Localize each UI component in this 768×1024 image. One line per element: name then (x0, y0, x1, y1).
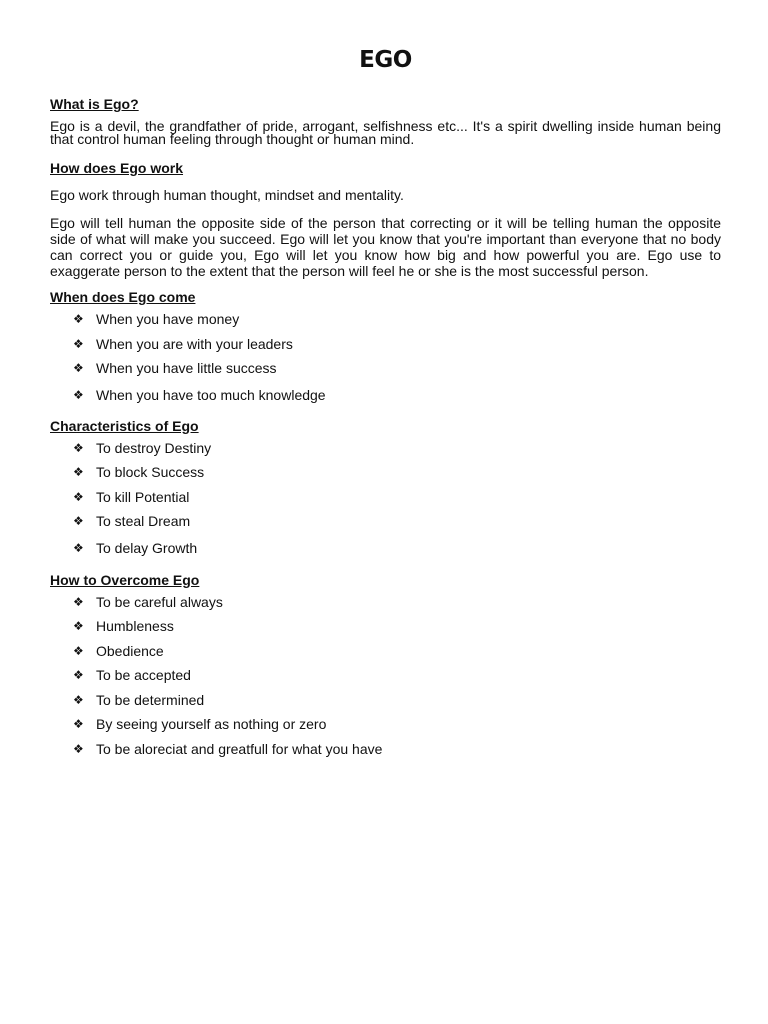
page-title: EGO (359, 47, 412, 73)
section-heading-when-ego-comes: When does Ego come (50, 289, 196, 305)
list-item (73, 688, 721, 713)
diamond-bullet-icon: ❖ (73, 717, 84, 732)
list-when-ego-comes (50, 307, 721, 409)
list-item-text: To be accepted (96, 667, 191, 684)
section-heading-what-is-ego: What is Ego? (50, 96, 139, 112)
diamond-bullet-icon: ❖ (73, 465, 84, 480)
list-item-text: To steal Dream (96, 513, 191, 530)
diamond-bullet-icon: ❖ (73, 387, 84, 402)
diamond-bullet-icon: ❖ (73, 594, 84, 609)
list-item (73, 614, 721, 639)
list-item (73, 485, 721, 510)
list-item (73, 590, 721, 615)
list-item-text: To destroy Destiny (96, 439, 212, 456)
section-heading-overcome-ego: How to Overcome Ego (50, 571, 200, 588)
list-item-text: To kill Potential (96, 488, 190, 505)
diamond-bullet-icon: ❖ (73, 514, 84, 529)
section-heading-how-ego-works: How does Ego work (50, 160, 184, 176)
diamond-bullet-icon: ❖ (73, 361, 84, 376)
list-item (73, 436, 721, 461)
list-overcome-ego (50, 590, 721, 762)
diamond-bullet-icon: ❖ (73, 312, 84, 327)
list-item (73, 332, 721, 357)
list-item-text: To delay Growth (96, 539, 198, 556)
list-item (73, 534, 721, 562)
list-item-text: To be determined (96, 691, 205, 708)
paragraph-ego-definition: Ego is a devil, the grandfather of pride, arrogant, selfishness etc... It's a spirit dwelling inside human being that control human feeling through thought or human mind. (50, 118, 721, 147)
list-item-text: Obedience (96, 642, 164, 659)
list-item-text: When you have too much knowledge (96, 386, 326, 403)
list-item (73, 712, 721, 737)
diamond-bullet-icon: ❖ (73, 540, 84, 555)
list-item (73, 381, 721, 409)
paragraph-ego-work-summary: Ego work through human thought, mindset and mentality. (50, 187, 404, 203)
list-item (73, 307, 721, 332)
list-item (73, 356, 721, 381)
list-item-text: By seeing yourself as nothing or zero (96, 716, 327, 733)
list-item (73, 509, 721, 534)
list-item-text: When you have little success (96, 360, 277, 377)
section-heading-characteristics: Characteristics of Ego (50, 417, 199, 434)
paragraph-ego-work-detail: Ego will tell human the opposite side of the person that correcting or it will be telling human the opposite side of what will make you succeed. Ego will let you know that you're important than everyone that no body can correct you or guide you, Ego will let you know how big and how powerful you are. Ego use to exaggerate person to the extent that the person will feel he or she is the most successful person. (50, 215, 721, 279)
list-characteristics (50, 436, 721, 562)
diamond-bullet-icon: ❖ (73, 692, 84, 707)
list-item (73, 663, 721, 688)
diamond-bullet-icon: ❖ (73, 643, 84, 658)
list-item (73, 639, 721, 664)
diamond-bullet-icon: ❖ (73, 741, 84, 756)
list-item-text: Humbleness (96, 618, 174, 635)
list-item-text: To be aloreciat and greatfull for what you have (96, 740, 383, 757)
list-item-text: When you are with your leaders (96, 335, 293, 352)
diamond-bullet-icon: ❖ (73, 336, 84, 351)
list-item (73, 737, 721, 762)
list-item-text: To block Success (96, 464, 205, 481)
diamond-bullet-icon: ❖ (73, 619, 84, 634)
list-item-text: To be careful always (96, 593, 223, 610)
diamond-bullet-icon: ❖ (73, 668, 84, 683)
diamond-bullet-icon: ❖ (73, 440, 84, 455)
list-item-text: When you have money (96, 311, 240, 328)
diamond-bullet-icon: ❖ (73, 489, 84, 504)
list-item (73, 460, 721, 485)
